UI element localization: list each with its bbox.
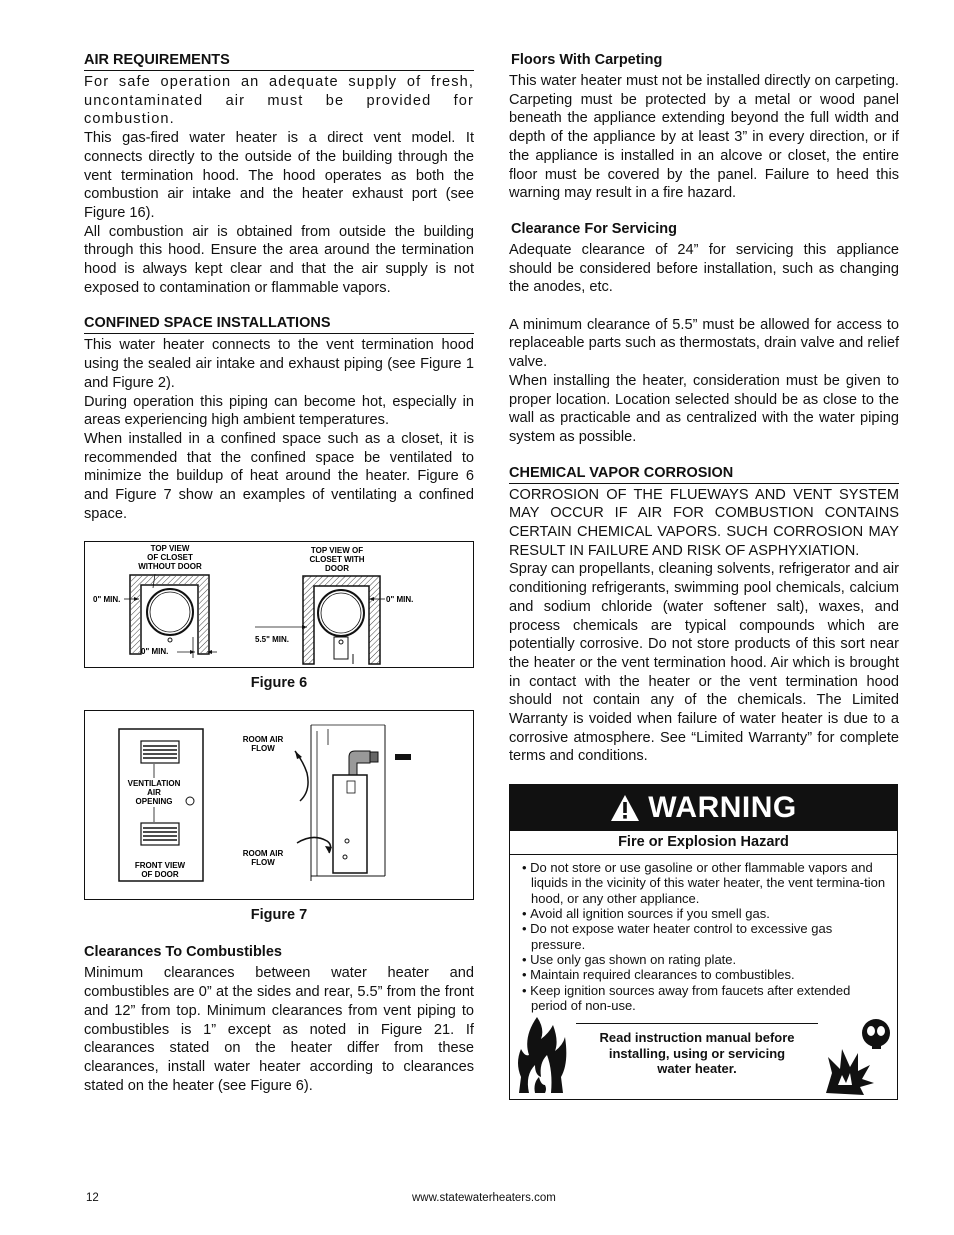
warning-subtitle: Fire or Explosion Hazard [510,831,897,855]
servicing-paragraph-2: A minimum clearance of 5.5” must be allowed for access to replaceable parts such as thermostats, drain valve and relief valve. [509,316,899,371]
warning-banner [510,785,897,831]
warning-item: • Use only gas shown on rating plate. [522,952,887,967]
svg-text:FLOW: FLOW [251,858,275,868]
confined-paragraph-1: This water heater connects to the vent termination hood using the sealed air intake and exhaust piping (see Figure 1 and Figure 2). [84,337,474,391]
svg-text:OPENING: OPENING [135,797,173,807]
chemical-paragraph: Spray can propellants, cleaning solvents, refrigerator and air conditioning refrigerants, swimming pool chemicals, calcium and sodium chloride (water softener salt), waxes, and process chemicals are typical compounds which are potentially corrosive. Do not store products of this sort near the heater or the vent termination hood. Air which is brought in contact with the heater or the vent termination hood should not contain any of the chemicals. The Limited Warranty is voided when failure of water heater is due to a corrosive atmosphere. See “Limited Warranty” for complete terms and conditions. [509,561,899,765]
label-min-right: 0" MIN. [386,595,414,605]
confined-paragraph-3: When installed in a confined space such as a closet, it is recommended that the confined space be ventilated to minimize the buildup of heat around the heater. Figure 6 and Figure 7 show an examples of ventilating a confined space. [84,430,474,522]
svg-text:WITHOUT DOOR: WITHOUT DOOR [138,562,202,572]
chemical-heading: CHEMICAL VAPOR CORROSION [509,465,899,484]
label-room-air-flow-top: ROOM AIR [242,735,284,745]
warning-note: Read instruction manual before installing, using or servicing water heater. [576,1023,818,1077]
clearances-paragraph: Minimum clearances between water heater and combustibles are 0” at the sides and rear, 5.5” from the front and 12” from top. Minimum clearances from vent piping to combustibles is 1” except as noted in Figure 21. If clearances stated on the heater differ from these clearances, install water heater according to clearances stated on the heater (see Figure 6). [84,965,474,1094]
closet-top-view-diagram [85,542,472,666]
servicing-paragraph-1: Adequate clearance of 24” for servicing this appliance should be considered before installation, such as changing the anodes, etc. [509,241,899,296]
svg-text:CLOSET WITH: CLOSET WITH [309,555,365,565]
label-min-bottom: 0" MIN. [141,647,169,657]
figure-7-caption: Figure 7 [250,907,308,924]
floors-heading: Floors With Carpeting [511,52,663,68]
air-paragraph-3: All combustion air is obtained from outside the building through this hood. Ensure the area around the termination hood is always kept clear and that the air supply is not exposed to contamination or flammable vapors. [84,223,474,296]
label-top-view-closet-door: TOP VIEW OF [310,546,364,556]
figure-6 [84,541,474,668]
page-number: 12 [86,1192,99,1204]
warning-item: • Maintain required clearances to combustibles. [522,967,887,982]
warning-list [510,855,897,1013]
warning-item: • Do not expose water heater control to excessive gas pressure. [522,921,887,952]
warning-box [509,784,898,1100]
air-paragraph-1: For safe operation an adequate supply of fresh, uncontaminated air must be provided for combustion. [84,74,474,128]
svg-text:AIR: AIR [147,788,161,798]
label-min-front: 5.5" MIN. [255,635,290,645]
floors-paragraph: This water heater must not be installed directly on carpeting. Carpeting must be protected by a metal or wood panel beneath the appliance extending beyond the full width and depth of the appliance by at least 3” in every direction, or if the appliance is installed in an alcove or closet, the entire floor must be covered by the panel. Failure to heed this warning may result in a fire hazard. [509,73,899,202]
flammable-fire-icon [515,1015,567,1095]
warning-title: WARNING [648,791,797,825]
label-room-air-flow-bottom: ROOM AIR [242,849,284,859]
servicing-heading: Clearance For Servicing [511,220,678,237]
confined-paragraph-2: During operation this piping can become hot, especially in areas experiencing high ambient temperatures. [84,393,474,429]
label-ventilation-air-opening: VENTILATION [127,779,181,789]
label-min-left: 0" MIN. [93,595,121,605]
figure-6-caption: Figure 6 [250,675,308,692]
warning-bottom [510,1013,897,1099]
air-paragraph-2: This gas-fired water heater is a direct vent model. It connects directly to the outside of the building through the vent termination hood. The hood operates as both the combustion air intake and the heater exhaust port (see Figure 16). [84,130,474,221]
warning-item: • Do not store or use gasoline or other flammable vapors and liquids in the vicinity of this water heater, the vent termina-tion hood, or any other appliance. [522,860,887,906]
explosion-icon [824,1013,896,1097]
closet-ventilation-diagram [85,711,472,898]
svg-text:OF DOOR: OF DOOR [141,870,179,880]
label-front-view-door: FRONT VIEW [134,861,186,871]
upper-vent-grille [141,741,179,763]
servicing-paragraph-3: When installing the heater, consideration must be given to proper location. Location selected should be as close to the wall as practicable and as centralized with the water piping system as possible. [509,372,899,445]
footer-url[interactable]: www.statewaterheaters.com [412,1192,556,1204]
warning-item: • Keep ignition sources away from faucets after extended period of non-use. [522,983,887,1014]
right-column [509,52,899,1100]
warning-item: • Avoid all ignition sources if you smell gas. [522,906,887,921]
left-column [84,52,474,1095]
chemical-paragraph-caps: CORROSION OF THE FLUEWAYS AND VENT SYSTEM MAY OCCUR IF AIR FOR COMBUSTION CONTAINS CERTAIN CHEMICAL VAPORS. SUCH CORROSION MAY RESULT IN FAILURE AND RISK OF ASPHYXIATION. [509,486,899,559]
clearances-heading: Clearances To Combustibles [84,944,282,961]
air-requirements-heading: AIR REQUIREMENTS [84,52,474,71]
svg-text:DOOR: DOOR [325,564,349,574]
warning-triangle-icon [610,794,640,822]
svg-text:OF CLOSET: OF CLOSET [147,553,193,563]
lower-vent-grille [141,823,179,845]
svg-text:FLOW: FLOW [251,744,275,754]
figure-7 [84,710,474,900]
label-top-view-closet: TOP VIEW [150,544,190,554]
confined-space-heading: CONFINED SPACE INSTALLATIONS [84,315,474,334]
